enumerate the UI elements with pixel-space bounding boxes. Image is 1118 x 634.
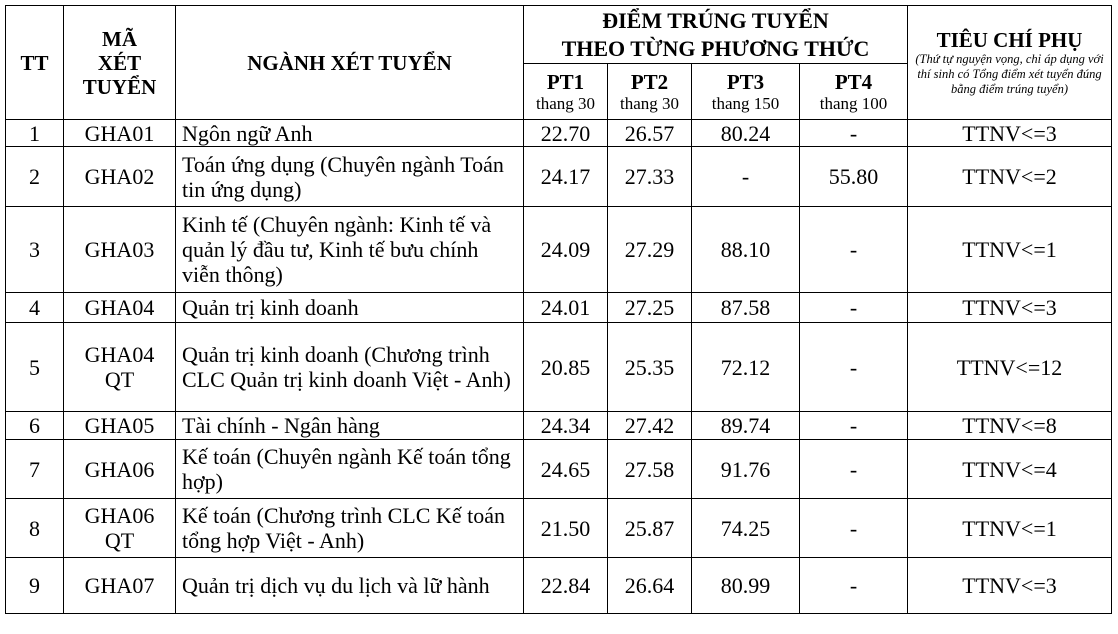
cell-code: GHA07: [64, 558, 176, 614]
cell-criteria: TTNV<=1: [908, 499, 1112, 558]
cell-criteria: TTNV<=2: [908, 147, 1112, 207]
cell-pt2: 27.25: [608, 293, 692, 323]
method-scale: thang 30: [619, 93, 680, 113]
cell-pt1: 20.85: [524, 323, 608, 412]
cell-major: Ngôn ngữ Anh: [176, 120, 524, 147]
cell-criteria: TTNV<=8: [908, 412, 1112, 440]
cell-major: Quản trị kinh doanh: [176, 293, 524, 323]
cell-code: GHA06 QT: [64, 499, 176, 558]
admission-scores-table: [5, 5, 1112, 614]
table-row: [6, 323, 1112, 412]
method-name: PT2: [630, 69, 669, 94]
cell-pt4: -: [800, 412, 908, 440]
cell-pt4: -: [800, 558, 908, 614]
cell-major: Tài chính - Ngân hàng: [176, 412, 524, 440]
cell-pt1: 21.50: [524, 499, 608, 558]
column-header-criteria: [908, 6, 1112, 120]
cell-criteria: TTNV<=12: [908, 323, 1112, 412]
column-header-code: [64, 6, 176, 120]
cell-code: GHA05: [64, 412, 176, 440]
cell-pt4: -: [800, 440, 908, 499]
cell-major: Quản trị kinh doanh (Chương trình CLC Quản trị kinh doanh Việt - Anh): [176, 323, 524, 412]
cell-pt2: 27.42: [608, 412, 692, 440]
cell-code: GHA06: [64, 440, 176, 499]
cell-pt2: 25.87: [608, 499, 692, 558]
cell-major: Kinh tế (Chuyên ngành: Kinh tế và quản lý đầu tư, Kinh tế bưu chính viễn thông): [176, 207, 524, 293]
table-row: [6, 440, 1112, 499]
cell-criteria: TTNV<=4: [908, 440, 1112, 499]
cell-code: GHA02: [64, 147, 176, 207]
cell-criteria: TTNV<=3: [908, 293, 1112, 323]
table-row: [6, 412, 1112, 440]
column-header-pt4: [800, 64, 908, 120]
code-header-line3: TUYỂN: [82, 74, 157, 99]
cell-pt2: 27.58: [608, 440, 692, 499]
method-scale: thang 30: [535, 93, 596, 113]
cell-pt4: -: [800, 499, 908, 558]
scores-title-line1: ĐIỂM TRÚNG TUYỂN: [602, 7, 829, 33]
cell-pt2: 26.57: [608, 120, 692, 147]
cell-criteria: TTNV<=3: [908, 558, 1112, 614]
table-row: [6, 499, 1112, 558]
scores-title-line2: THEO TỪNG PHƯƠNG THỨC: [561, 35, 870, 61]
code-header-line2: XÉT: [97, 50, 142, 75]
cell-tt: 2: [6, 147, 64, 207]
table-row: [6, 293, 1112, 323]
cell-tt: 9: [6, 558, 64, 614]
cell-pt3: 74.25: [692, 499, 800, 558]
method-scale: thang 150: [711, 93, 780, 113]
cell-pt3: -: [692, 147, 800, 207]
cell-pt3: 80.99: [692, 558, 800, 614]
cell-major: Kế toán (Chuyên ngành Kế toán tổng hợp): [176, 440, 524, 499]
column-header-pt1: [524, 64, 608, 120]
cell-pt4: 55.80: [800, 147, 908, 207]
table-row: [6, 147, 1112, 207]
cell-criteria: TTNV<=1: [908, 207, 1112, 293]
code-header-line1: MÃ: [102, 26, 137, 51]
cell-major: Kế toán (Chương trình CLC Kế toán tổng hợp Việt - Anh): [176, 499, 524, 558]
cell-tt: 7: [6, 440, 64, 499]
cell-major: Quản trị dịch vụ du lịch và lữ hành: [176, 558, 524, 614]
cell-pt1: 24.17: [524, 147, 608, 207]
cell-pt3: 88.10: [692, 207, 800, 293]
criteria-note: (Thứ tự nguyện vọng, chỉ áp dụng với thí sinh có Tổng điểm xét tuyển đúng bằng điểm trúng tuyển): [915, 52, 1104, 96]
cell-pt3: 80.24: [692, 120, 800, 147]
cell-pt1: 22.70: [524, 120, 608, 147]
method-name: PT3: [726, 69, 765, 94]
cell-tt: 3: [6, 207, 64, 293]
method-scale: thang 100: [819, 93, 888, 113]
column-header-pt3: [692, 64, 800, 120]
cell-pt1: 24.09: [524, 207, 608, 293]
cell-pt4: -: [800, 207, 908, 293]
cell-pt1: 22.84: [524, 558, 608, 614]
method-name: PT1: [546, 69, 585, 94]
criteria-title: TIÊU CHÍ PHỤ: [936, 28, 1083, 52]
method-name: PT4: [834, 69, 873, 94]
cell-pt3: 72.12: [692, 323, 800, 412]
cell-pt2: 27.33: [608, 147, 692, 207]
cell-pt3: 87.58: [692, 293, 800, 323]
table-row: [6, 558, 1112, 614]
cell-pt1: 24.01: [524, 293, 608, 323]
cell-tt: 6: [6, 412, 64, 440]
cell-pt2: 27.29: [608, 207, 692, 293]
cell-tt: 8: [6, 499, 64, 558]
cell-pt3: 91.76: [692, 440, 800, 499]
cell-code: GHA04: [64, 293, 176, 323]
column-header-pt2: [608, 64, 692, 120]
cell-pt4: -: [800, 120, 908, 147]
cell-tt: 4: [6, 293, 64, 323]
table-row: [6, 120, 1112, 147]
cell-code: GHA03: [64, 207, 176, 293]
cell-tt: 1: [6, 120, 64, 147]
cell-pt4: -: [800, 293, 908, 323]
cell-pt2: 26.64: [608, 558, 692, 614]
column-header-scores: [524, 6, 908, 64]
cell-pt1: 24.34: [524, 412, 608, 440]
cell-code: GHA04 QT: [64, 323, 176, 412]
cell-tt: 5: [6, 323, 64, 412]
cell-pt1: 24.65: [524, 440, 608, 499]
cell-code: GHA01: [64, 120, 176, 147]
cell-pt3: 89.74: [692, 412, 800, 440]
table-row: [6, 207, 1112, 293]
column-header-major: NGÀNH XÉT TUYỂN: [176, 6, 524, 120]
cell-criteria: TTNV<=3: [908, 120, 1112, 147]
cell-pt2: 25.35: [608, 323, 692, 412]
cell-major: Toán ứng dụng (Chuyên ngành Toán tin ứng dụng): [176, 147, 524, 207]
column-header-tt: TT: [6, 6, 64, 120]
cell-pt4: -: [800, 323, 908, 412]
